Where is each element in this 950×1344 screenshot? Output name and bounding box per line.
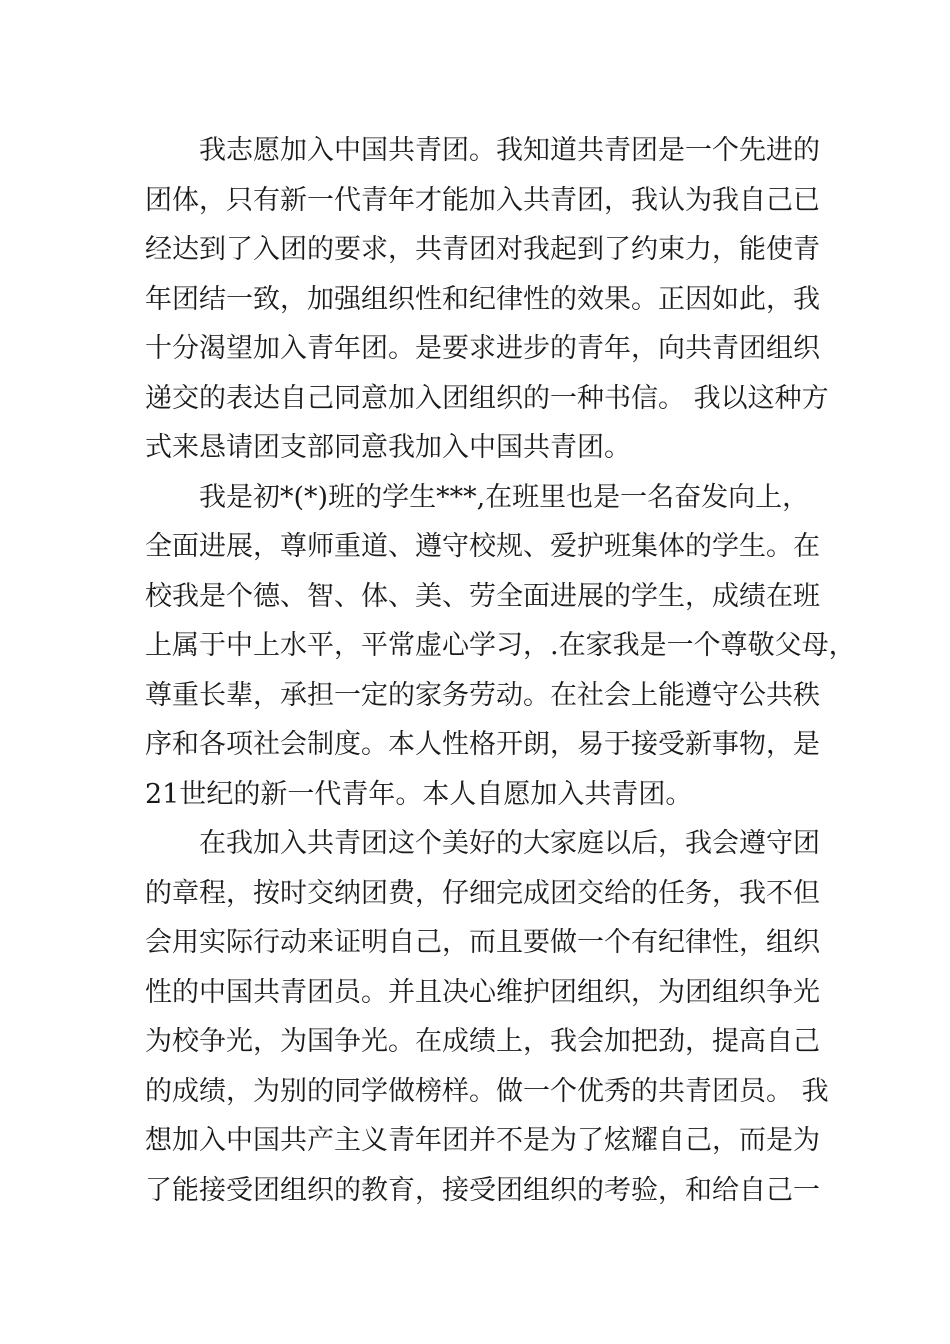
- text-line: 经达到了入团的要求，共青团对我起到了约束力，能使青: [145, 234, 820, 265]
- text-line: 的成绩，为别的同学做榜样。做一个优秀的共青团员。 我: [145, 1075, 829, 1107]
- text-line: 我是初*(*)班的学生***,在班里也是一名奋发向上，: [199, 481, 810, 513]
- text-line: 想加入中国共产主义青年团并不是为了炫耀自己，而是为: [145, 1125, 820, 1156]
- text-line: 团体，只有新一代青年才能加入共青团，我认为我自己已: [145, 184, 820, 216]
- text-line: 会用实际行动来证明自己，而且要做一个有纪律性，组织: [145, 927, 820, 958]
- text-line: 21世纪的新一代青年。本人自愿加入共青团。: [145, 778, 693, 810]
- document-body: [145, 126, 856, 1215]
- text-line: 为校争光，为国争光。在成绩上，我会加把劲，提高自己: [145, 1026, 820, 1057]
- paragraph-3: [145, 819, 829, 1215]
- text-line: 校我是个德、智、体、美、劳全面进展的学生，成绩在班: [145, 580, 820, 612]
- text-line: 我志愿加入中国共青团。我知道共青团是一个先进的: [199, 135, 820, 166]
- text-line: 年团结一致，加强组织性和纪律性的效果。正因如此，我: [145, 283, 820, 315]
- paragraph-1: [145, 126, 829, 473]
- text-line: 的章程，按时交纳团费，仔细完成团交给的任务，我不但: [145, 877, 820, 909]
- text-line: 十分渴望加入青年团。是要求进步的青年，向共青团组织: [145, 333, 820, 364]
- text-line: 全面进展，尊师重道、遵守校规、爱护班集体的学生。在: [145, 531, 820, 562]
- text-line: 了能接受团组织的教育，接受团组织的考验，和给自己一: [145, 1174, 820, 1206]
- paragraph-2: [145, 473, 856, 820]
- text-line: 尊重长辈，承担一定的家务劳动。在社会上能遵守公共秩: [145, 679, 820, 711]
- text-line: 序和各项社会制度。本人性格开朗，易于接受新事物，是: [145, 729, 820, 760]
- text-line: 式来恳请团支部同意我加入中国共青团。: [145, 432, 631, 463]
- text-line: 上属于中上水平，平常虚心学习，.在家我是一个尊敬父母，: [145, 630, 856, 661]
- text-line: 性的中国共青团员。并且决心维护团组织，为团组织争光: [145, 976, 820, 1008]
- text-line: 递交的表达自己同意加入团组织的一种书信。 我以这种方: [145, 382, 829, 414]
- text-line: 在我加入共青团这个美好的大家庭以后，我会遵守团: [199, 828, 820, 859]
